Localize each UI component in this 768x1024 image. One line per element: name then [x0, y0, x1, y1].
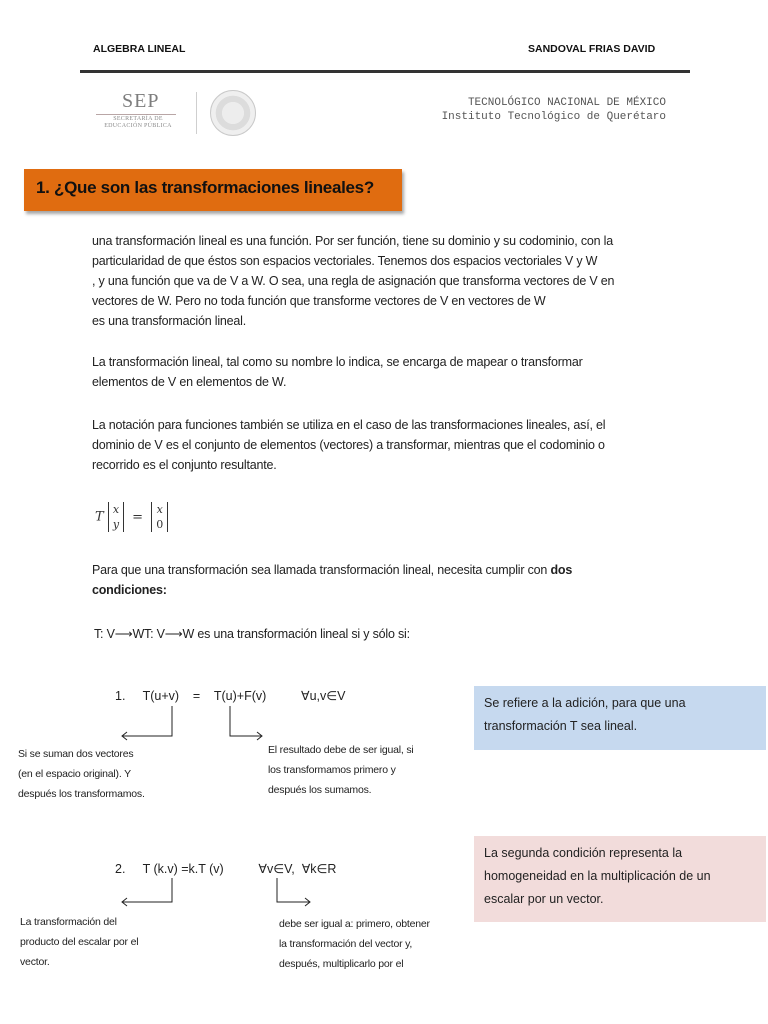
paragraph-line: una transformación lineal es una función. Por ser función, tiene su dominio y su codominio, con la	[92, 234, 613, 248]
paragraph-line: dominio de V es el conjunto de elementos (vectores) a transformar, mientras que el codominio o	[92, 438, 605, 452]
paragraph-line: Para que una transformación sea llamada transformación lineal, necesita cumplir con	[92, 563, 551, 577]
paragraph-conditions-intro	[92, 560, 692, 600]
national-seal-icon	[210, 90, 256, 136]
sep-logo	[92, 88, 264, 140]
note-line: vector.	[20, 956, 50, 968]
sep-logo-sub-2: EDUCACIÓN PÚBLICA	[104, 123, 172, 129]
header-author: SANDOVAL FRIAS DAVID	[528, 43, 656, 55]
condition-1-note-left	[18, 744, 188, 804]
note-line: producto del escalar por el	[20, 936, 139, 948]
arrow-left-2	[122, 878, 172, 902]
condition-1-callout	[474, 686, 766, 750]
note-line: El resultado debe de ser igual, si	[268, 744, 414, 756]
callout-line: transformación T sea lineal.	[484, 719, 638, 733]
section-banner	[24, 169, 402, 211]
callout-line: Se refiere a la adición, para que una	[484, 696, 686, 710]
paragraph-line: , y una función que va de V a W. O sea, una regla de asignación que transforma vectores de V en	[92, 274, 615, 288]
header-course: ALGEBRA LINEAL	[93, 43, 186, 55]
paragraph-line: elementos de V en elementos de W.	[92, 375, 287, 389]
institution-campus: Instituto Tecnológico de Querétaro	[441, 111, 666, 123]
callout-text	[484, 692, 686, 738]
formula-lhs-top: x	[112, 503, 120, 516]
note-line: Si se suman dos vectores	[18, 748, 134, 760]
condition-1-note-right	[268, 740, 468, 800]
note-line: la transformación del vector y,	[279, 938, 413, 950]
arrow-right-1	[230, 706, 262, 736]
formula-lhs-bottom: y	[112, 518, 120, 531]
section-title: 1. ¿Que son las transformaciones lineales?	[36, 178, 374, 197]
condition-2-note-left	[20, 912, 190, 972]
logo-divider	[196, 92, 197, 134]
header-rule	[80, 70, 690, 73]
emphasis-condiciones: condiciones:	[92, 583, 167, 597]
note-line: después, multiplicarlo por el	[279, 958, 404, 970]
sep-logo-sub-1: SECRETARÍA DE	[113, 116, 163, 122]
paragraph-line: vectores de W. Pero no toda función que transforme vectores de V en vectores de W	[92, 294, 546, 308]
callout-line: homogeneidad en la multiplicación de un	[484, 869, 711, 883]
paragraph-line: La notación para funciones también se utiliza en el caso de las transformaciones lineales, así, el	[92, 418, 606, 432]
paragraph-definition	[92, 231, 692, 331]
paragraph-line: La transformación lineal, tal como su nombre lo indica, se encarga de mapear o transformar	[92, 355, 583, 369]
arrow-left-1	[122, 706, 172, 736]
note-line: (en el espacio original). Y	[18, 768, 131, 780]
paragraph-mapping	[92, 352, 692, 392]
formula-rhs-vector	[151, 502, 168, 532]
note-line: después los sumamos.	[268, 784, 372, 796]
sep-logo-word: SEP	[122, 90, 160, 112]
note-line: los transformamos primero y	[268, 764, 396, 776]
note-line: después los transformamos.	[18, 788, 145, 800]
note-line: La transformación del	[20, 916, 117, 928]
condition-2-note-right	[279, 914, 479, 974]
formula-rhs-bottom: 0	[156, 518, 164, 531]
callout-line: escalar por un vector.	[484, 892, 604, 906]
formula-equals: =	[132, 509, 144, 525]
condition-2-callout	[474, 836, 766, 922]
formula-rhs-top: x	[156, 503, 163, 516]
paragraph-notation	[92, 415, 692, 475]
paragraph-line: particularidad de que éstos son espacios vectoriales. Tenemos dos espacios vectoriales V y W	[92, 254, 598, 268]
institution-name: TECNOLÓGICO NACIONAL DE MÉXICO	[467, 97, 666, 109]
condition-1-formula: 1. T(u+v) = T(u)+F(v) ∀u,v∈V	[115, 689, 346, 703]
condition-2-formula: 2. T (k.v) =k.T (v) ∀v∈V, ∀k∈R	[115, 862, 337, 876]
paragraph-line: recorrido es el conjunto resultante.	[92, 458, 277, 472]
sep-logo-subtitle	[98, 116, 178, 130]
formula-example	[95, 502, 168, 532]
formula-lhs-vector	[108, 502, 124, 532]
condition-2-arrows	[0, 874, 320, 914]
callout-line: La segunda condición representa la	[484, 846, 683, 860]
sep-logo-line	[96, 114, 176, 115]
note-line: debe ser igual a: primero, obtener	[279, 918, 430, 930]
paragraph-iff: T: V⟶WT: V⟶W es una transformación lineal si y sólo si:	[94, 627, 410, 641]
paragraph-line: es una transformación lineal.	[92, 314, 247, 328]
callout-text	[484, 842, 711, 911]
emphasis-dos: dos	[550, 563, 573, 577]
institution-block	[400, 96, 666, 124]
formula-T: T	[95, 509, 104, 525]
